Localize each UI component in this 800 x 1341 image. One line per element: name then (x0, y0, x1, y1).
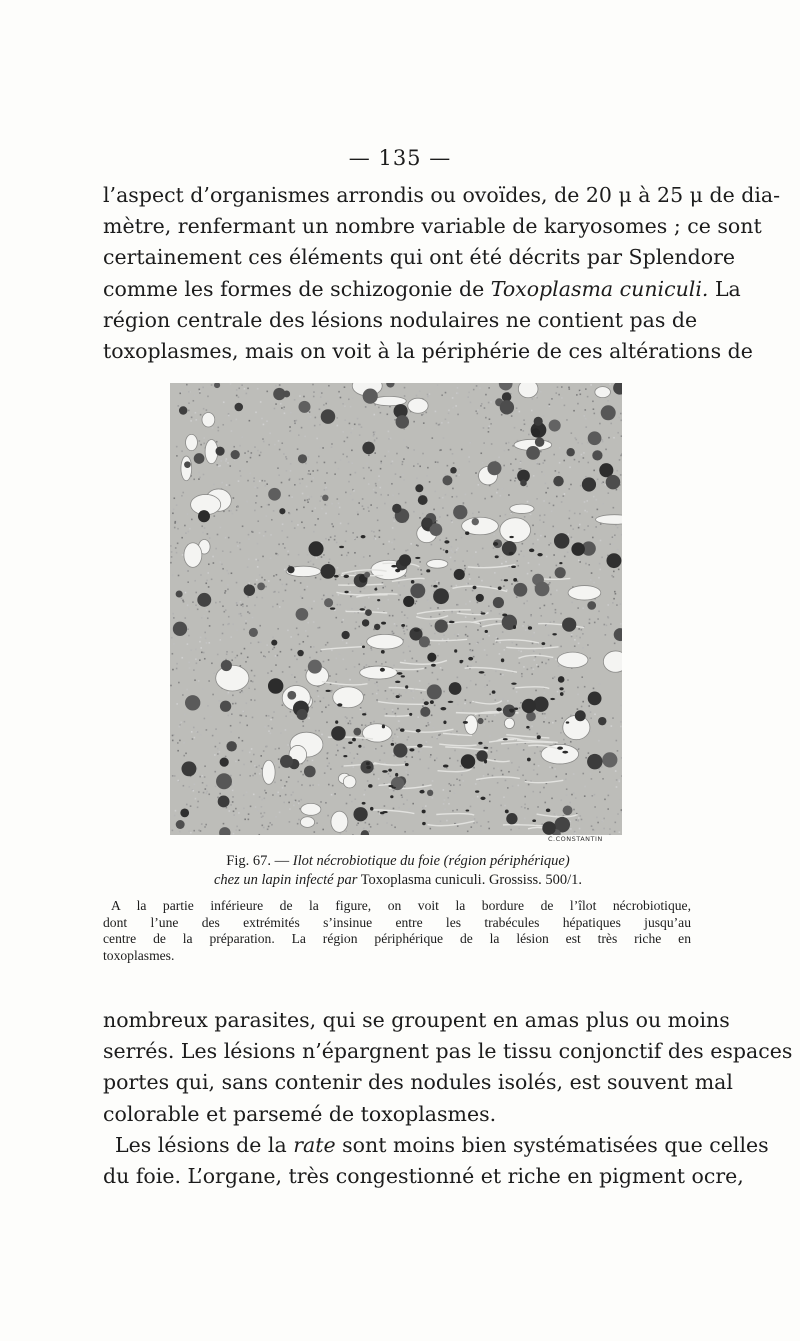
text-line: nombreux parasites, qui se groupent en amas plus ou moins (103, 1008, 730, 1032)
note-line: dont l’une des extrémités s’insinue entre les trabécules hépatiques jusqu’au (103, 914, 691, 930)
caption-detail: Toxoplasma cuniculi. Grossiss. 500/1. (357, 872, 583, 888)
bottom-paragraphs (103, 1005, 793, 1192)
caption-title-cont: chez un lapin infecté par (213, 872, 358, 888)
illustrator-credit: C.CONSTANTIN (548, 835, 603, 843)
histology-figure (170, 383, 622, 835)
note-line: A la partie inférieure de la figure, on voit la bordure de l’îlot nécrobiotique, (111, 898, 691, 913)
text-line: du foie. L’organe, très congestionné et riche en pigment ocre, (103, 1164, 744, 1189)
species-name: Toxoplasma cuniculi. (490, 276, 709, 301)
text-line: l’aspect d’organismes arrondis ou ovoïdes, de 20 μ à 25 μ de dia- (103, 183, 781, 207)
text-line: serrés. Les lésions n’épargnent pas le tissu conjonctif des espaces (103, 1039, 793, 1064)
note-line: centre de la préparation. La région périphérique de la lésion est très riche en (103, 931, 691, 947)
text-line: colorable et parsemé de toxoplasmes. (103, 1101, 497, 1126)
figure-label: Fig. 67. (226, 853, 272, 869)
text-line: certainement ces éléments qui ont été décrits par Splendore (103, 245, 736, 270)
text-line: comme les formes de schizogonie de Toxoplasma cuniculi. La (103, 276, 741, 301)
text-line: région centrale des lésions nodulaires ne contient pas de (103, 307, 698, 332)
text-line: Les lésions de la rate sont moins bien systématisées que celles (115, 1132, 769, 1157)
top-paragraph (103, 180, 781, 367)
page-number: — 135 — (348, 146, 452, 170)
figure-caption: Fig. 67. — Ilot nécrobiotique du foie (région périphérique) chez un lapin infecté par Toxoplasma cuniculi. Grossiss. 500/1. (213, 853, 583, 888)
liver-tissue-illustration (170, 383, 622, 835)
text-line: mètre, renfermant un nombre variable de karyosomes ; ce sont (103, 214, 762, 239)
figure-note (103, 898, 691, 964)
text-line: portes qui, sans contenir des nodules isolés, est souvent mal (103, 1070, 733, 1095)
organ-name: rate (293, 1132, 336, 1157)
caption-title: Ilot nécrobiotique du foie (région périphérique) (292, 853, 570, 869)
text-line: toxoplasmes, mais on voit à la périphérie de ces altérations de (103, 339, 753, 364)
note-line: toxoplasmes. (103, 947, 175, 963)
